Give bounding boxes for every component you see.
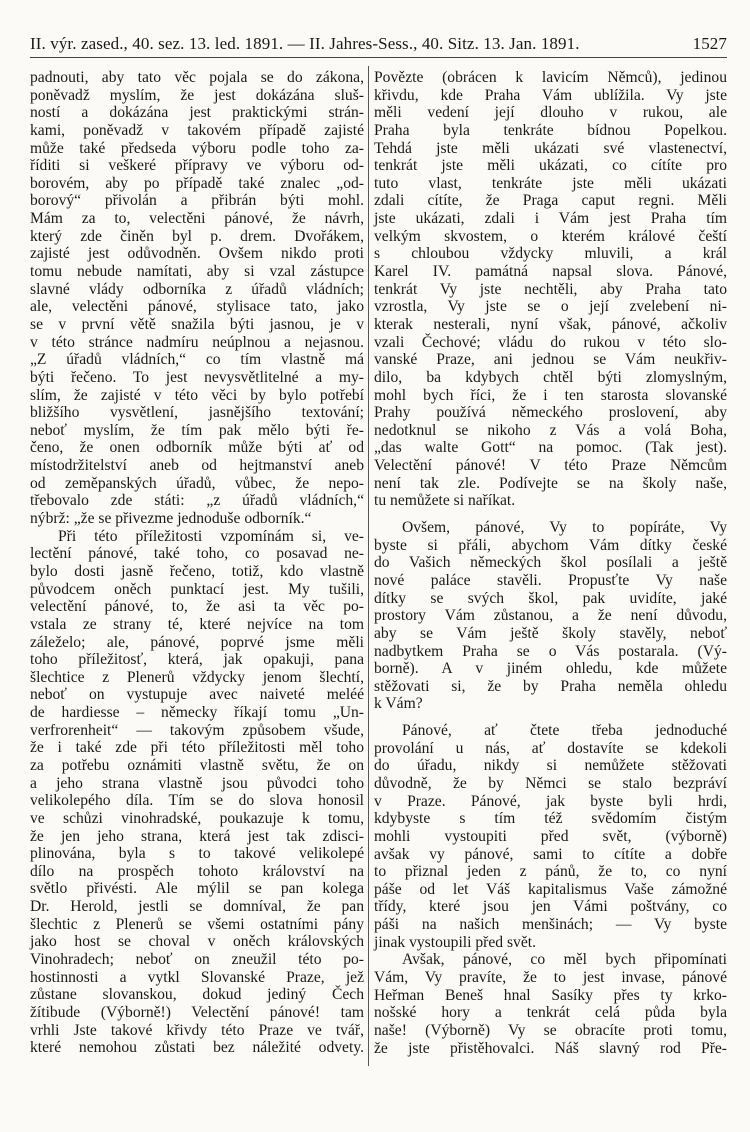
text-line: páši na našich menšinách; — Vy byste	[374, 916, 727, 934]
running-title: II. výr. zased., 40. sez. 13. led. 1891. — II. Jahres-Sess., 40. Sitz. 13. Jan. 1891.	[30, 34, 580, 53]
text-line: bližšího vysvětlení, jasnějšího textování;	[30, 404, 364, 422]
text-line: ve schůzi vinohradské, poukazuje k tomu,	[30, 809, 364, 827]
text-line: třebovalo zde státi: „z úřadů vládních,“	[30, 492, 364, 510]
text-line: borový“ přivolán a přibrán býti mohl.	[30, 192, 364, 210]
text-line: nošské hory a tenkrát celá půda byla	[374, 1004, 727, 1022]
text-line: poněvadž myslím, že jest dokázána sluš-	[30, 86, 364, 104]
text-line: záleželo; ale, pánové, poprvé jsme měli	[30, 633, 364, 651]
text-line: vstala ze strany té, které nejvíce na tom	[30, 615, 364, 633]
text-line: Velectění pánové! V této Praze Němcům	[374, 457, 727, 475]
text-line: zdali cítíte, že Praga caput regni. Měli	[374, 192, 727, 210]
text-line: Při této příležitosti vzpomínám si, ve-	[58, 527, 364, 545]
text-line: původcem oněch punktací jest. My tušili,	[30, 580, 364, 598]
text-line: od zeměpanských úřadů, vůbec, že nepo-	[30, 474, 364, 492]
text-line: ale, velectěni pánové, stylisace tato, jako	[30, 298, 364, 316]
text-line: býti řečeno. To jest nevysvětlitelné a my-	[30, 368, 364, 386]
text-line: vzrostla, Vy jste se o její zvelebení ni-	[374, 298, 727, 316]
text-line: nýbrž: „že se přivezme jednoduše odborník.“	[30, 510, 312, 528]
left-column	[30, 69, 364, 1057]
text-line: padnouti, aby tato věc pojala se do zákona,	[30, 69, 364, 86]
text-line: Prahy používá německého proslovení, aby	[374, 404, 727, 422]
text-line: tomu nebude namítati, aby si vzal zástupce	[30, 263, 364, 281]
text-line: stěžovati si, že by Praha neměla ohledu	[374, 677, 727, 695]
text-line: dílo na prospěch tohoto království na	[30, 862, 364, 880]
text-line: že jen jeho strana, která jest tak zdisci-	[30, 827, 364, 845]
text-line: a jeho strana vlastně jsou původci toho	[30, 774, 364, 792]
text-line: že i také zde při této příležitosti měl toho	[30, 739, 364, 757]
text-line: to přiznal jeden z pánů, že to, co nyní	[374, 863, 727, 881]
text-line: křivdu, kde Praha Vám ublížila. Vy jste	[374, 86, 727, 104]
text-line: třídy, které jsou jen Vámi poštvány, co	[374, 898, 727, 916]
text-line: avšak vy pánové, sami to cítíte a dobře	[374, 845, 727, 863]
text-line: slavné vlády odborníka z úřadů vládních;	[30, 280, 364, 298]
text-line: které nemohou zůstati bez náležité odvety.	[30, 1039, 364, 1057]
text-line: vzali Čechové; vládu do rukou v této slo-	[374, 333, 727, 351]
text-line: ností a dokázána jest praktickými strán-	[30, 104, 364, 122]
text-line: provolání u nás, ať dostavíte se kdekoli	[374, 739, 727, 757]
text-line: hostinnosti a vytkl Slovanské Praze, jež	[30, 968, 364, 986]
text-line: Praha byla tenkráte bídnou Popelkou.	[374, 121, 727, 139]
text-line: Tehdá jste měli ukázati své vlastenectví,	[374, 139, 727, 157]
text-line: neboť myslím, že tím pak mělo býti ře-	[30, 421, 364, 439]
text-line: Avšak, pánové, co měl bych připomínati	[402, 951, 727, 969]
text-line: tu nemůžete si naříkat.	[374, 492, 516, 510]
text-line: bylo dosti jasně řečeno, totiž, kdo vlastně	[30, 562, 364, 580]
text-line: říditi si veškeré přípravy ve výboru od-	[30, 157, 364, 175]
text-line: v této stránce nadmíru neúplnou a nejasnou.	[30, 333, 364, 351]
text-line: Heřman Beneš hnal Sasíky přes ty krko-	[374, 986, 727, 1004]
text-line: de hardiesse – německy říkají tomu „Un-	[30, 704, 364, 722]
text-line: do Vašich německých škol posílali a ještě	[374, 554, 727, 572]
text-line: slím, že zajisté v této věci by bylo potřebí	[30, 386, 364, 404]
text-line: jste ukázati, zdali i Vám jest Praha tím	[374, 210, 727, 228]
text-line: nové paláce stavěli. Propusťte Vy naše	[374, 571, 727, 589]
text-line: k Vám?	[374, 695, 423, 713]
text-line: Povězte (obrácen k lavicím Němců), jedinou	[374, 69, 727, 86]
paragraph-gap	[374, 510, 727, 519]
text-line: velikolepého díla. Tím se do slova honosil	[30, 792, 364, 810]
text-line: prostory Vám zůstanou, a že není důvodu,	[374, 607, 727, 625]
text-line: kterak nesterali, nyní však, pánové, ačkoliv	[374, 315, 727, 333]
text-line: zajisté jest odůvodněn. Ovšem nikdo proti	[30, 245, 364, 263]
text-line: v Praze. Pánové, jak byste byli hrdi,	[374, 792, 727, 810]
text-line: šlechtic z Plenerů se všemi ostatními pány	[30, 915, 364, 933]
text-line: tenkrát Vy jste nechtěli, aby Praha tato	[374, 280, 727, 298]
text-line: který zde činěn byl p. drem. Dvořákem,	[30, 227, 364, 245]
text-line: Pánové, ať čtete třeba jednoduché	[402, 722, 727, 740]
text-line: mohl bych říci, že i ten starosta slovanské	[374, 386, 727, 404]
text-line: velkým skvostem, o kterém králové čeští	[374, 227, 727, 245]
text-line: tenkrát jste měli ukázati, co cítíte pro	[374, 157, 727, 175]
text-line: páše od let Váš kapitalismus Vaše zámožné	[374, 880, 727, 898]
text-line: Ovšem, pánové, Vy to popíráte, Vy	[402, 519, 727, 537]
text-line: kami, poněvadž v takovém případě zajisté	[30, 121, 364, 139]
text-line: „das walte Gott“ na pomoc. (Tak jest).	[374, 439, 727, 457]
text-line: do úřadu, nikdy si nemůžete stěžovati	[374, 757, 727, 775]
text-line: se v první větě snažila býti jasnou, je v	[30, 315, 364, 333]
text-line: zůstane slovanskou, dokud jediný Čech	[30, 986, 364, 1004]
page-number: 1527	[692, 34, 727, 53]
text-line: jako host se choval v oněch královských	[30, 933, 364, 951]
text-line: borovém, aby po případě také znalec „od-	[30, 174, 364, 192]
text-line: tuto vlast, tenkráte jste měli ukázati	[374, 174, 727, 192]
text-line: že jste přistěhovalci. Náš slavný rod Pře-	[374, 1039, 727, 1057]
text-line: dítky se svých škol, pak uvidíte, jaké	[374, 589, 727, 607]
text-line: může také předseda výboru podle toho za-	[30, 139, 364, 157]
text-line: vanské Praze, ani jednou se Vám neukřiv-	[374, 351, 727, 369]
right-column	[374, 69, 727, 1057]
text-line: verfrorenheit“ — takovým způsobem všude,	[30, 721, 364, 739]
text-line: světlo přivésti. Ale mýlil se pan kolega	[30, 880, 364, 898]
paragraph-gap	[374, 713, 727, 722]
text-line: dilo, ba kdybych chtěl býti zlomyslným,	[374, 368, 727, 386]
text-line: Mám za to, velectěni pánové, že návrh,	[30, 210, 364, 228]
text-line: důvodně, že by Němci se stalo bezpráví	[374, 774, 727, 792]
text-line: nedotknul se nikoho z Vás a volá Boha,	[374, 421, 727, 439]
text-line: není tak zle. Podívejte se na školy naše,	[374, 474, 727, 492]
text-line: mohli vystoupiti před svět, (výborně)	[374, 827, 727, 845]
text-line: jinak vystoupili před svět.	[374, 933, 536, 951]
text-line: šlechtice z Plenerů vždycky jenom šlechtí,	[30, 668, 364, 686]
text-line: Dr. Herold, jestli se domníval, že pan	[30, 898, 364, 916]
text-line: Vám, Vy pravíte, že to jest invase, pánové	[374, 969, 727, 987]
text-line: měli vedení její dlouho v rukou, ale	[374, 104, 727, 122]
text-line: plinována, byla s to takové velikolepé	[30, 845, 364, 863]
text-line: čeno, že onen odborník může býti ať od	[30, 439, 364, 457]
text-line: za potřebu oznámiti vlastně světu, že on	[30, 756, 364, 774]
text-line: nadbytkem Praha se o Vás postarala. (Vý-	[374, 642, 727, 660]
text-line: Vinohradech; neboť on zneužil této po-	[30, 951, 364, 969]
text-line: lectění pánové, také toho, co posavad ne-	[30, 545, 364, 563]
page-header	[30, 30, 727, 58]
text-line: s chloubou vždycky mluvili, a král	[374, 245, 727, 263]
text-line: místodržitelství aneb od hejtmanství aneb	[30, 457, 364, 475]
text-line: borně). A v jiném ohledu, kde můžete	[374, 660, 727, 678]
text-line: žítibude (Výborně!) Velectění pánové! tam	[30, 1003, 364, 1021]
text-line: aby se Vám ještě školy stavěly, neboť	[374, 624, 727, 642]
text-line: „Z úřadů vládních,“ co tím vlastně má	[30, 351, 364, 369]
text-line: velectění pánové, to, že asi ta věc po-	[30, 598, 364, 616]
text-line: vrhli Jste takové křivdy této Praze ve tvář,	[30, 1021, 364, 1039]
text-line: neboť on vystupuje avec naiveté meléé	[30, 686, 364, 704]
text-line: kdybyste s tím též svědomím čistým	[374, 810, 727, 828]
text-line: byste si přáli, abychom Vám dítky české	[374, 536, 727, 554]
text-line: toho příležitosť, která, jak opakuji, pana	[30, 651, 364, 669]
column-divider	[368, 66, 369, 1066]
text-line: naše! (Výborně) Vy se obracíte proti tomu,	[374, 1021, 727, 1039]
text-line: Karel IV. památná napsal slova. Pánové,	[374, 263, 727, 281]
